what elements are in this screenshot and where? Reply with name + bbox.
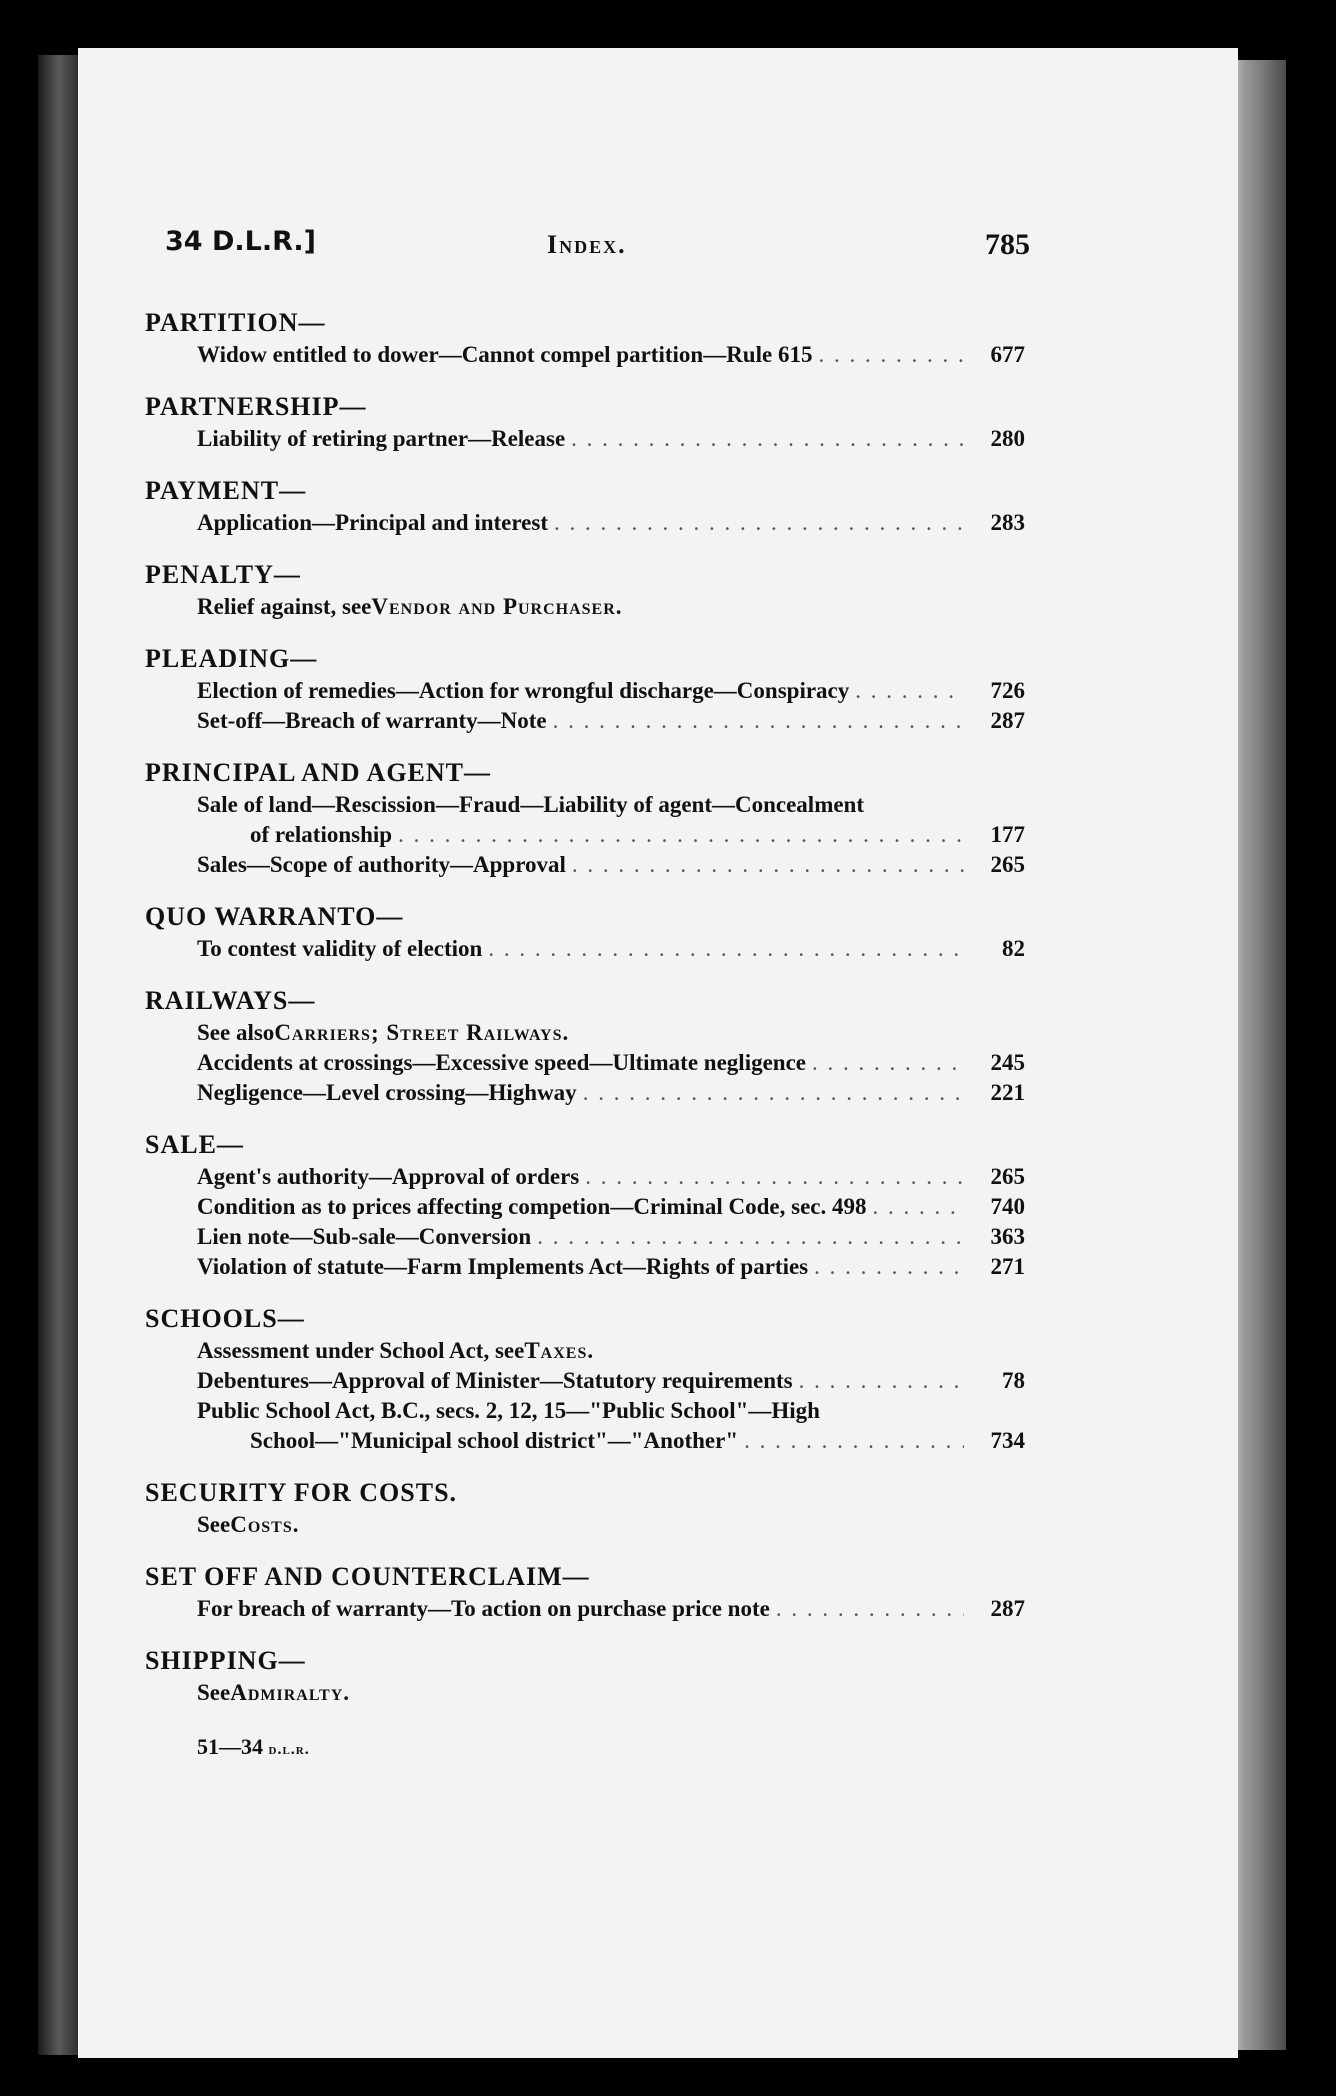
- leader-dots: [488, 934, 964, 964]
- entry-text: Sale of land—Rescission—Fraud—Liability of agent—Concealment: [197, 792, 865, 817]
- entry-page-number: 677: [990, 342, 1025, 367]
- index-entry: [145, 790, 1025, 820]
- leader-dots: [554, 508, 964, 538]
- leader-dots: [537, 1222, 964, 1252]
- entry-page-number: 177: [990, 822, 1025, 847]
- index-entry: [145, 1678, 1025, 1708]
- leader-dots: [572, 850, 964, 880]
- entry-page-number: 265: [990, 1164, 1025, 1189]
- entry-text: Accidents at crossings—Excessive speed—Ultimate negligence: [197, 1050, 806, 1075]
- entry-text: Liability of retiring partner—Release: [197, 426, 566, 451]
- index-entry: [145, 1048, 1025, 1078]
- index-entry: [145, 1396, 1025, 1426]
- index-entry: [145, 1594, 1025, 1624]
- leader-dots: [818, 340, 964, 370]
- signature-mark: [145, 1734, 1025, 1760]
- entry-text: School—"Municipal school district"—"Another": [250, 1428, 739, 1453]
- index-entry: [145, 1018, 1025, 1048]
- index-entry: [145, 1510, 1025, 1540]
- volume-label: 34 D.L.R.]: [165, 226, 316, 257]
- index-section: [145, 1560, 1025, 1624]
- section-heading: PAYMENT—: [145, 476, 307, 505]
- page-title: Index.: [547, 230, 627, 259]
- entry-text: For breach of warranty—To action on purchase price note: [197, 1596, 770, 1621]
- index-entry: [145, 1252, 1025, 1282]
- index-section: [145, 1644, 1025, 1708]
- index-content: [145, 226, 1030, 1760]
- entry-page-number: 363: [990, 1224, 1025, 1249]
- entry-text: To contest validity of election: [197, 936, 483, 961]
- index-section: [145, 900, 1025, 964]
- index-section: [145, 1476, 1025, 1540]
- entry-page-number: 740: [990, 1194, 1025, 1219]
- index-sections: [145, 306, 1025, 1708]
- entry-text: Lien note—Sub-sale—Conversion: [197, 1224, 532, 1249]
- index-section: [145, 756, 1025, 880]
- section-heading: SET OFF AND COUNTERCLAIM—: [145, 1562, 590, 1591]
- index-entry: [145, 820, 1025, 850]
- leader-dots: [571, 424, 964, 454]
- index-section: [145, 558, 1025, 622]
- entry-page-number: 82: [1002, 936, 1025, 961]
- index-section: [145, 984, 1025, 1108]
- index-section: [145, 1128, 1025, 1282]
- cross-reference: Admiralty.: [230, 1680, 351, 1705]
- entry-page-number: 280: [990, 426, 1025, 451]
- leader-dots: [744, 1426, 964, 1456]
- page-number: 785: [985, 228, 1030, 261]
- leader-dots: [873, 1192, 965, 1222]
- entry-text: Negligence—Level crossing—Highway: [197, 1080, 577, 1105]
- index-entry: [145, 676, 1025, 706]
- entry-text: Sales—Scope of authority—Approval: [197, 852, 566, 877]
- cross-reference: Carriers; Street Railways.: [274, 1020, 570, 1045]
- section-heading: PENALTY—: [145, 560, 301, 589]
- section-heading: SHIPPING—: [145, 1646, 306, 1675]
- entry-page-number: 221: [990, 1080, 1025, 1105]
- leader-dots: [585, 1162, 964, 1192]
- leader-dots: [398, 820, 964, 850]
- section-heading: PRINCIPAL AND AGENT—: [145, 758, 492, 787]
- entry-text: of relationship: [250, 822, 393, 847]
- section-heading: PARTITION—: [145, 308, 326, 337]
- entry-page-number: 78: [1002, 1368, 1025, 1393]
- index-entry: [145, 850, 1025, 880]
- entry-text: Assessment under School Act, see: [197, 1338, 525, 1363]
- entry-page-number: 726: [990, 678, 1025, 703]
- index-section: [145, 390, 1025, 454]
- leader-dots: [855, 676, 964, 706]
- index-section: [145, 306, 1025, 370]
- entry-text: Condition as to prices affecting competion—Criminal Code, sec. 498: [197, 1194, 867, 1219]
- cross-reference: Taxes.: [524, 1338, 595, 1363]
- index-entry: [145, 1192, 1025, 1222]
- signature-number: 51—34: [197, 1734, 263, 1759]
- section-heading: PLEADING—: [145, 644, 318, 673]
- entry-page-number: 245: [990, 1050, 1025, 1075]
- entry-text: See also: [197, 1020, 275, 1045]
- index-section: [145, 1302, 1025, 1456]
- entry-page-number: 283: [990, 510, 1025, 535]
- entry-text: Application—Principal and interest: [197, 510, 548, 535]
- entry-text: Set-off—Breach of warranty—Note: [197, 708, 547, 733]
- leader-dots: [799, 1366, 964, 1396]
- leader-dots: [814, 1252, 964, 1282]
- index-entry: [145, 934, 1025, 964]
- section-heading: QUO WARRANTO—: [145, 902, 404, 931]
- section-heading: PARTNERSHIP—: [145, 392, 367, 421]
- entry-page-number: 287: [990, 1596, 1025, 1621]
- index-entry: [145, 706, 1025, 736]
- leader-dots: [776, 1594, 964, 1624]
- section-heading: SALE—: [145, 1130, 244, 1159]
- entry-page-number: 271: [990, 1254, 1025, 1279]
- entry-text: Widow entitled to dower—Cannot compel partition—Rule 615: [197, 342, 813, 367]
- entry-text: See: [197, 1512, 231, 1537]
- entry-page-number: 287: [990, 708, 1025, 733]
- index-entry: [145, 592, 1025, 622]
- entry-page-number: 265: [990, 852, 1025, 877]
- index-entry: [145, 340, 1025, 370]
- index-entry: [145, 1366, 1025, 1396]
- entry-text: Relief against, see: [197, 594, 372, 619]
- page-header: [145, 226, 1030, 286]
- index-entry: [145, 1078, 1025, 1108]
- index-entry: [145, 424, 1025, 454]
- entry-text: See: [197, 1680, 231, 1705]
- entry-page-number: 734: [990, 1428, 1025, 1453]
- entry-text: Violation of statute—Farm Implements Act—Rights of parties: [197, 1254, 809, 1279]
- section-heading: SCHOOLS—: [145, 1304, 305, 1333]
- entry-text: Election of remedies—Action for wrongful discharge—Conspiracy: [197, 678, 850, 703]
- signature-abbrev: d.l.r.: [268, 1741, 310, 1758]
- index-entry: [145, 508, 1025, 538]
- entry-text: Public School Act, B.C., secs. 2, 12, 15—"Public School"—High: [197, 1398, 820, 1423]
- leader-dots: [553, 706, 964, 736]
- cross-reference: Vendor and Purchaser.: [371, 594, 623, 619]
- section-heading: SECURITY FOR COSTS.: [145, 1478, 458, 1507]
- index-section: [145, 474, 1025, 538]
- leader-dots: [812, 1048, 964, 1078]
- index-entry: [145, 1162, 1025, 1192]
- section-heading: RAILWAYS—: [145, 986, 316, 1015]
- book-spine: [38, 55, 80, 2055]
- index-entry: [145, 1222, 1025, 1252]
- leader-dots: [583, 1078, 964, 1108]
- index-entry: [145, 1336, 1025, 1366]
- entry-text: Agent's authority—Approval of orders: [197, 1164, 580, 1189]
- cross-reference: Costs.: [230, 1512, 300, 1537]
- entry-text: Debentures—Approval of Minister—Statutory requirements: [197, 1368, 793, 1393]
- index-entry: [145, 1426, 1025, 1456]
- index-section: [145, 642, 1025, 736]
